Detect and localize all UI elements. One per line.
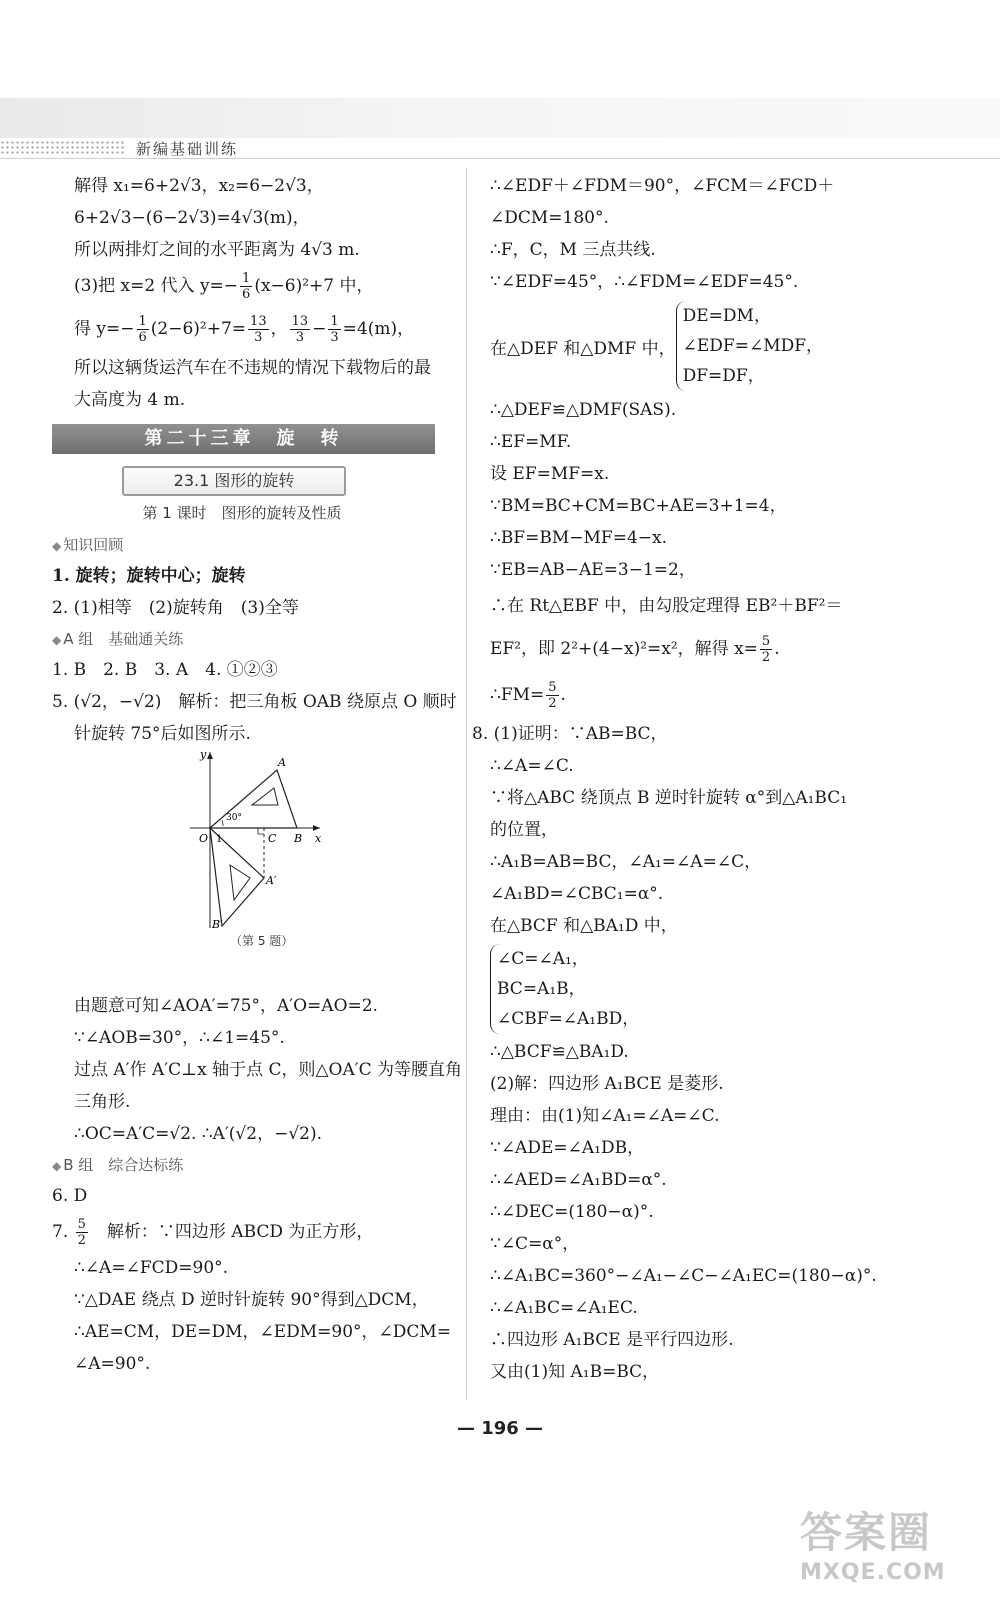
x-axis-arrow xyxy=(313,825,320,831)
left-column xyxy=(52,170,463,1380)
brace-system xyxy=(490,944,639,1034)
text-line xyxy=(490,672,890,718)
answer-line: 针旋转 75°后如图所示. xyxy=(74,724,251,744)
label-O: O xyxy=(199,832,209,845)
y-axis-arrow xyxy=(207,752,213,759)
section-title: 23.1 图形的旋转 xyxy=(122,466,346,496)
text-line: ∵EB=AB−AE=3−1=2， xyxy=(490,560,696,580)
text-line: ∴∠AED=∠A₁BD=α°. xyxy=(490,1170,667,1190)
label-x: x xyxy=(315,832,322,845)
text-span: . xyxy=(560,685,566,705)
text-line xyxy=(52,266,452,306)
text-line: 在△BCF 和△BA₁D 中， xyxy=(490,916,678,936)
numerator: 5 xyxy=(548,680,557,695)
fraction xyxy=(240,271,252,302)
text-line xyxy=(52,306,452,352)
triangle-OAB xyxy=(210,770,297,828)
text-line: ∠DCM=180°. xyxy=(490,208,609,228)
text-line: ∴在 Rt△EBF 中，由勾股定理得 EB²＋BF²＝ xyxy=(490,596,843,616)
numerator: 5 xyxy=(761,634,771,649)
label-30-degrees: 30° xyxy=(226,813,242,823)
text-line: 大高度为 4 m. xyxy=(74,390,186,410)
text-span: 在△DEF 和△DMF 中， xyxy=(490,338,676,359)
subsection-label: A 组 基础通关练 xyxy=(63,630,184,648)
numerator: 1 xyxy=(242,271,251,286)
triangle-inner-rotated xyxy=(230,865,250,900)
right-column xyxy=(472,170,890,1388)
watermark-line: MXQE.COM xyxy=(800,1560,946,1585)
text-line: ∴∠A=∠C. xyxy=(490,756,574,776)
rotation-diagram xyxy=(182,750,322,930)
subsection-heading xyxy=(52,624,452,654)
denominator: 3 xyxy=(330,330,339,345)
text-line: 设 EF=MF=x. xyxy=(490,464,610,484)
text-line: ∴BF=BM−MF=4−x. xyxy=(490,528,667,548)
fraction xyxy=(290,314,311,345)
denominator: 2 xyxy=(761,650,771,665)
denominator: 3 xyxy=(295,330,304,345)
text-line: ∴∠A=∠FCD=90°. xyxy=(74,1258,229,1278)
numerator: 5 xyxy=(77,1217,86,1232)
fraction xyxy=(760,634,772,665)
header-dot-pattern xyxy=(0,140,125,156)
text-line: ∠A₁BD=∠CBC₁=α°. xyxy=(490,884,664,904)
text-line: ∴F，C，M 三点共线. xyxy=(490,240,656,260)
text-line: ∴∠A₁BC=∠A₁EC. xyxy=(490,1298,638,1318)
diamond-icon: ◆ xyxy=(52,633,62,647)
system-row: DE=DM， xyxy=(682,306,771,326)
numerator: 1 xyxy=(330,314,339,329)
text-line: 的位置， xyxy=(490,820,558,840)
label-C: C xyxy=(268,832,277,845)
text-line: 所以这辆货运汽车在不违规的情况下载物后的最 xyxy=(74,358,431,378)
text-line: ∴∠A₁BC=360°−∠A₁−∠C−∠A₁EC=(180−α)°. xyxy=(490,1266,877,1286)
text-line: ∴△BCF≌△BA₁D. xyxy=(490,1042,629,1062)
diamond-icon: ◆ xyxy=(52,539,62,553)
system-row: DF=DF， xyxy=(682,366,765,386)
diamond-icon: ◆ xyxy=(52,1159,62,1173)
text-line: ∴EF=MF. xyxy=(490,432,572,452)
numerator: 13 xyxy=(291,314,309,329)
text-line: ∴AE=CM，DE=DM，∠EDM=90°，∠DCM= xyxy=(74,1322,452,1342)
page-number: — 196 — xyxy=(456,1418,544,1439)
fraction xyxy=(76,1217,88,1248)
text-line: 所以两排灯之间的水平距离为 4√3 m. xyxy=(74,240,360,260)
text-line: ∴OC=A′C=√2. ∴A′(√2，−√2). xyxy=(74,1124,323,1144)
system-row: ∠C=∠A₁， xyxy=(497,949,589,969)
label-y: y xyxy=(200,750,207,761)
text-line: ∵∠ADE=∠A₁DB， xyxy=(490,1138,645,1158)
answer-line xyxy=(52,1212,452,1252)
equation-system xyxy=(490,942,890,1036)
denominator: 6 xyxy=(138,330,147,345)
text-line: ∴A₁B=AB=BC，∠A₁=∠A=∠C， xyxy=(490,852,762,872)
label-A-prime: A′ xyxy=(266,874,277,887)
text-line: ∴∠EDF＋∠FDM＝90°，∠FCM＝∠FCD＋ xyxy=(490,176,835,196)
column-divider xyxy=(466,168,467,1400)
angle-arc xyxy=(222,820,223,826)
text-line: 过点 A′作 A′C⊥x 轴于点 C，则△OA′C 为等腰直角 xyxy=(74,1060,463,1080)
text-span: (2−6)²+7= xyxy=(150,319,247,339)
brace-system xyxy=(676,301,823,391)
subsection-label: B 组 综合达标练 xyxy=(63,1156,184,1174)
figure-5 xyxy=(52,750,452,990)
chapter-title: 第二十三章 旋 转 xyxy=(52,424,435,454)
answer-line: 5. (√2，−√2) 解析：把三角板 OAB 绕原点 O 顺时 xyxy=(52,692,457,712)
watermark-logo xyxy=(800,1500,990,1590)
equation-system xyxy=(490,298,890,394)
triangle-inner xyxy=(252,788,278,805)
answer-line: 2. (1)相等 (2)旋转角 (3)全等 xyxy=(52,598,299,618)
subsection-heading xyxy=(52,530,452,560)
system-row: ∠CBF=∠A₁BD， xyxy=(497,1009,640,1029)
figure-caption: （第 5 题） xyxy=(230,934,294,948)
subsection-label: 知识回顾 xyxy=(63,536,124,554)
text-line: (2)解：四边形 A₁BCE 是菱形. xyxy=(490,1074,724,1094)
header-title: 新编基础训练 xyxy=(136,140,239,158)
text-span: 解析：∵四边形 ABCD 为正方形， xyxy=(89,1222,374,1242)
label-angle-1: 1 xyxy=(216,834,223,845)
text-line: ∵∠AOB=30°，∴∠1=45°. xyxy=(74,1028,285,1048)
watermark-line: 答案圈 xyxy=(800,1508,933,1557)
text-span: =4(m)， xyxy=(342,319,415,339)
answer-line: 8. (1)证明：∵AB=BC， xyxy=(472,724,668,744)
text-line: 由题意可知∠AOA′=75°，A′O=AO=2. xyxy=(74,996,378,1016)
denominator: 6 xyxy=(242,287,251,302)
text-line: ∵△DAE 绕点 D 逆时针旋转 90°得到△DCM， xyxy=(74,1290,429,1310)
text-span: (x−6)²+7 中， xyxy=(254,276,374,296)
text-line: 三角形. xyxy=(74,1092,131,1112)
text-line: 6+2√3−(6−2√3)=4√3(m)， xyxy=(74,208,310,228)
numerator: 1 xyxy=(138,314,147,329)
text-line: ∵将△ABC 绕顶点 B 逆时针旋转 α°到△A₁BC₁ xyxy=(490,788,848,808)
lesson-title: 第 1 课时 图形的旋转及性质 xyxy=(142,504,342,522)
text-span: 7. xyxy=(52,1222,74,1242)
text-line xyxy=(490,626,890,672)
right-angle-mark xyxy=(258,828,264,834)
text-line: ∠A=90°. xyxy=(74,1354,151,1374)
header-rule xyxy=(0,158,1000,159)
text-span: ， xyxy=(270,319,288,339)
label-A: A xyxy=(278,756,286,769)
text-span: 得 y=− xyxy=(74,319,135,339)
text-line: 又由(1)知 A₁B=BC， xyxy=(490,1362,660,1382)
denominator: 2 xyxy=(77,1233,86,1248)
text-line: ∵∠EDF=45°，∴∠FDM=∠EDF=45°. xyxy=(490,272,799,292)
text-line: ∵BM=BC+CM=BC+AE=3+1=4， xyxy=(490,496,787,516)
text-line: ∴△DEF≌△DMF(SAS). xyxy=(490,400,677,420)
numerator: 13 xyxy=(250,314,267,329)
label-B: B xyxy=(294,832,303,845)
fraction xyxy=(248,314,269,345)
fraction xyxy=(328,314,340,345)
text-span: . xyxy=(774,639,780,659)
text-line: 解得 x₁=6+2√3，x₂=6−2√3， xyxy=(74,176,324,196)
system-row: BC=A₁B， xyxy=(497,979,586,999)
text-span: EF²，即 2²+(4−x)²=x²，解得 x= xyxy=(490,639,758,659)
header-band xyxy=(0,98,1000,138)
label-B-prime: B′ xyxy=(212,918,223,930)
answer-line: 1. B 2. B 3. A 4. ①②③ xyxy=(52,660,278,680)
text-line: ∴四边形 A₁BCE 是平行四边形. xyxy=(490,1330,734,1350)
denominator: 2 xyxy=(548,696,557,711)
text-span: − xyxy=(312,319,327,339)
denominator: 3 xyxy=(254,330,263,345)
text-line: ∴∠DEC=(180−α)°. xyxy=(490,1202,654,1222)
text-span: ∴FM= xyxy=(490,685,545,705)
text-span: (3)把 x=2 代入 y=− xyxy=(74,276,239,296)
fraction xyxy=(137,314,149,345)
answer-line: 6. D xyxy=(52,1186,88,1206)
subsection-heading xyxy=(52,1150,452,1180)
answer-line: 1. 旋转；旋转中心；旋转 xyxy=(52,566,246,586)
system-row: ∠EDF=∠MDF， xyxy=(682,336,824,356)
fraction xyxy=(546,680,558,711)
text-line: 理由：由(1)知∠A₁=∠A=∠C. xyxy=(490,1106,720,1126)
text-line: ∵∠C=α°， xyxy=(490,1234,580,1254)
